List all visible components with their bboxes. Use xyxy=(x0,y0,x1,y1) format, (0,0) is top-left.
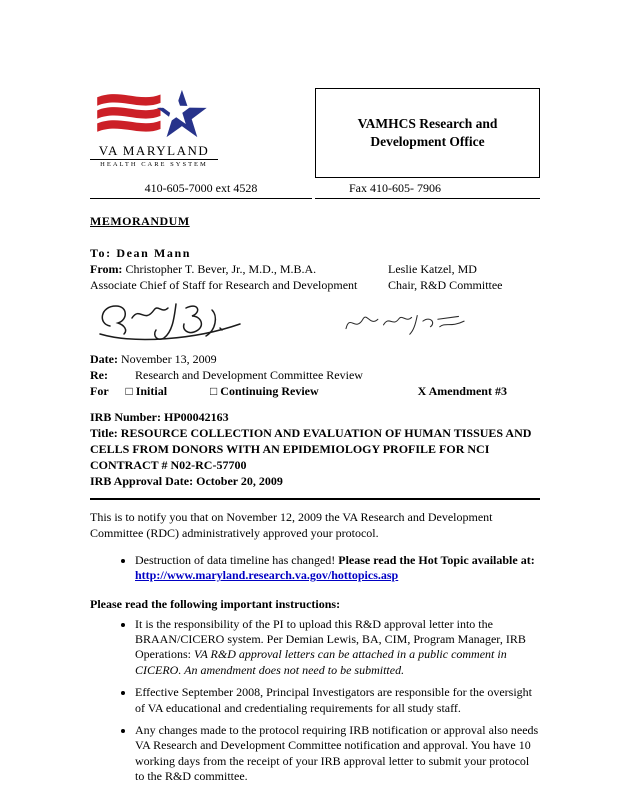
flag-star-logo-art xyxy=(92,88,216,142)
title-label: Title: xyxy=(90,426,118,441)
from-right-name: Leslie Katzel, MD xyxy=(388,262,477,276)
irb-block xyxy=(90,410,540,489)
instructions-list xyxy=(90,617,540,785)
bullet1-italic: VA R&D approval letters can be attached in a public comment in CICERO. An amendment does not need to be submitted. xyxy=(135,647,507,677)
to-value: Dean Mann xyxy=(116,246,192,260)
hot-topic-bold-text: Please read the Hot Topic available at: xyxy=(338,553,535,568)
checkbox-amendment: X Amendment #3 xyxy=(417,384,507,399)
bullet1-normal: It is the responsibility of the PI to upload this R&D approval letter into the BRAAN/CICERO system. Per Demian Lewis, BA, CIM, Program Manager, IRB Operations: xyxy=(135,616,526,662)
review-type-line xyxy=(90,384,540,399)
titles-row xyxy=(90,278,540,293)
bever-signature xyxy=(94,298,244,346)
logo-org-name: VA MARYLAND xyxy=(98,143,210,158)
hot-topic-link[interactable]: http://www.maryland.research.va.gov/hottopics.asp xyxy=(135,568,399,583)
hot-topic-normal-text: Destruction of data timeline has changed! xyxy=(135,553,339,568)
checkbox-initial: □ Initial xyxy=(125,384,168,399)
from-title-right: Chair, R&D Committee xyxy=(388,278,503,292)
irb-approval-value: October 20, 2009 xyxy=(196,473,283,488)
for-label: For xyxy=(90,384,109,399)
list-item-credentialing: • Effective September 2008, Principal Investigators are responsible for the oversight of VA educational and credentialing requirements for all study staff. xyxy=(135,685,540,716)
letterhead xyxy=(90,88,540,178)
irb-number-line xyxy=(90,410,540,426)
irb-approval-line xyxy=(90,474,540,490)
irb-number-value: HP00042163 xyxy=(164,410,229,425)
memo-heading: MEMORANDUM xyxy=(90,214,190,228)
protocol-title-line xyxy=(90,426,540,473)
from-value: Christopher T. Bever, Jr., M.D., M.B.A. xyxy=(125,262,317,276)
fax-number: Fax 410-605- 7906 xyxy=(315,181,540,199)
protocol-title: RESOURCE COLLECTION AND EVALUATION OF HUMAN TISSUES AND CELLS FROM DONORS WITH AN EPIDEMIOLOGY PROFILE FOR NCI CONTRACT # N02-RC-57700 xyxy=(90,426,532,472)
logo-org-subtitle: HEALTH CARE SYSTEM xyxy=(90,159,218,168)
office-title-box xyxy=(315,88,540,178)
katzel-signature xyxy=(336,308,476,338)
list-item-protocol-changes: • Any changes made to the protocol requiring IRB notification or approval also needs VA Research and Development Committee notification and approval. You have 10 working days from the receipt of your IRB approval letter to submit your protocol to the R&D committee. xyxy=(135,723,540,784)
hot-topic-item xyxy=(135,553,540,584)
hot-topic-list xyxy=(90,553,540,584)
irb-number-label: IRB Number: xyxy=(90,410,161,425)
va-maryland-logo xyxy=(90,88,218,178)
signature-row xyxy=(90,298,540,352)
office-title: VAMHCS Research and Development Office xyxy=(357,116,498,149)
date-line xyxy=(90,352,540,368)
phone-number: 410-605-7000 ext 4528 xyxy=(90,181,312,199)
from-title-left: Associate Chief of Staff for Research and Development xyxy=(90,278,358,292)
date-label: Date: xyxy=(90,352,118,366)
contact-row xyxy=(90,181,540,199)
approval-notice: This is to notify you that on November 12, 2009 the VA Research and Development Committee (RDC) administratively approved your protocol. xyxy=(90,510,493,540)
from-label: From: xyxy=(90,262,123,276)
divider-rule xyxy=(90,498,540,500)
to-label: To: xyxy=(90,246,112,260)
re-line xyxy=(90,368,540,384)
list-item-upload-letter xyxy=(135,617,540,678)
checkbox-continuing-review: □ Continuing Review xyxy=(210,384,319,399)
to-line xyxy=(90,246,540,261)
irb-approval-label: IRB Approval Date: xyxy=(90,473,194,488)
from-row xyxy=(90,262,540,277)
re-label: Re: xyxy=(90,367,108,382)
instructions-heading: Please read the following important instructions: xyxy=(90,596,341,611)
date-value: November 13, 2009 xyxy=(120,352,217,366)
re-value: Research and Development Committee Review xyxy=(135,367,363,382)
